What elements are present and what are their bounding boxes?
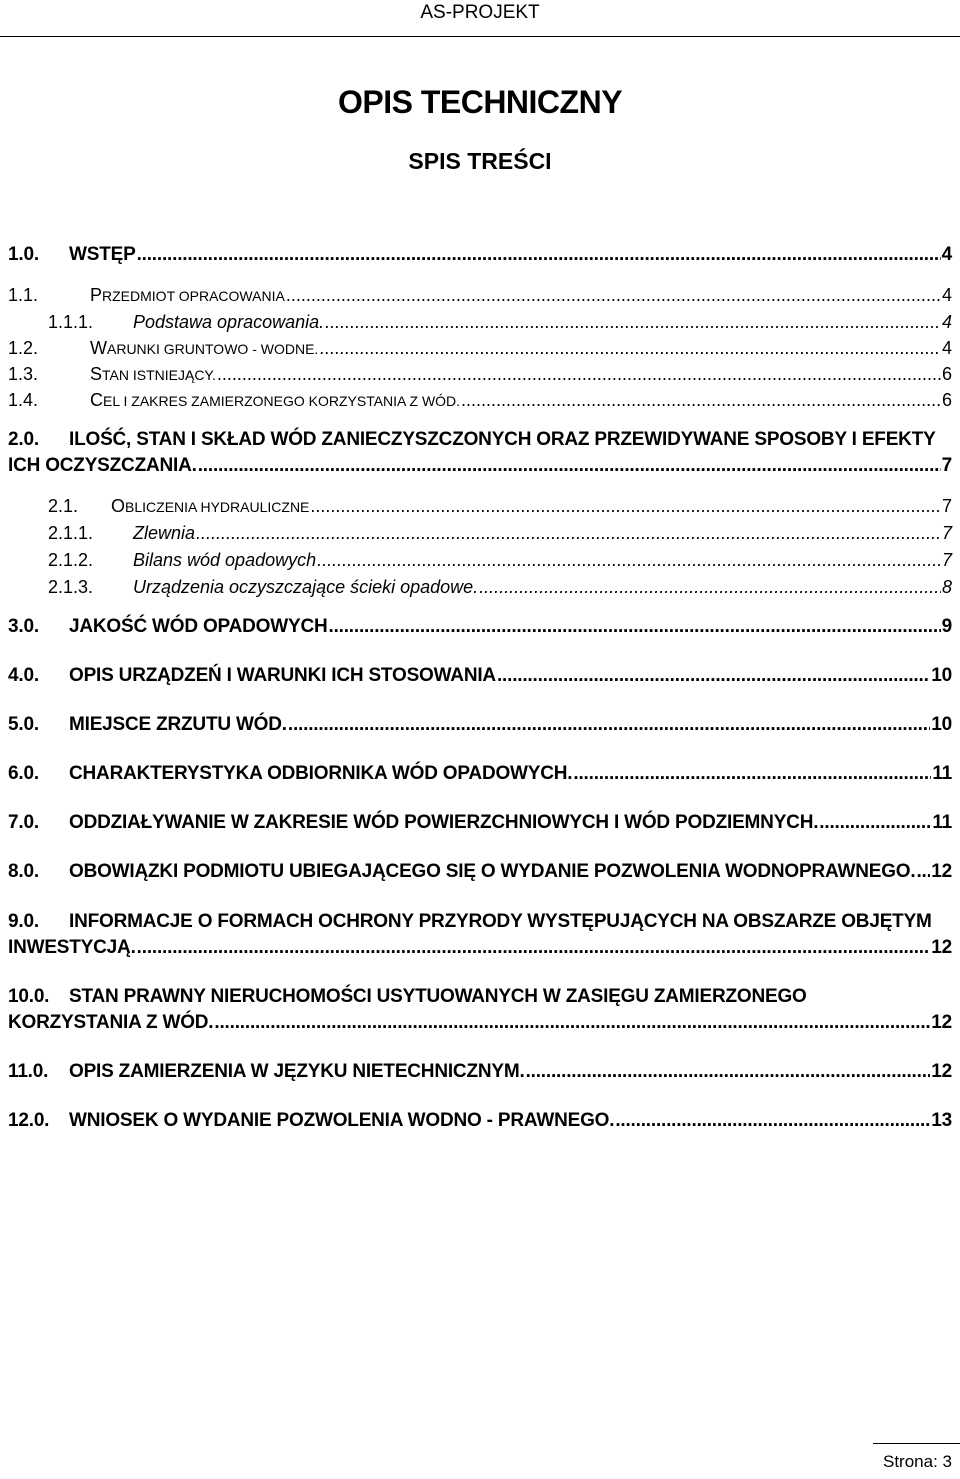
toc-entry-number: 10.0. [8,986,50,1007]
toc-entry-page: 10 [931,665,952,686]
toc-entry-title: INWESTYCJĄ. [8,937,136,958]
toc-entry-title: STAN ISTNIEJĄCY. [90,364,216,384]
toc-entry-title: OPIS ZAMIERZENIA W JĘZYKU NIETECHNICZNYM. [69,1061,525,1082]
toc-entry-page: 11 [932,812,952,833]
toc-entry-title: WARUNKI GRUNTOWO - WODNE. [90,338,319,358]
toc-entry-page: 13 [931,1110,952,1131]
toc-entry-title: ODDZIAŁYWANIE W ZAKRESIE WÓD POWIERZCHNIOWYCH I WÓD PODZIEMNYCH. [69,812,819,833]
toc-entry-number: 8.0. [8,861,39,882]
toc-entry-title-line1: STAN PRAWNY NIERUCHOMOŚCI USYTUOWANYCH W ZASIĘGU ZAMIERZONEGO [69,986,807,1007]
toc-entry-title: Urządzenia oczyszczające ścieki opadowe. [133,577,479,597]
toc-entry-title-line1: ILOŚĆ, STAN I SKŁAD WÓD ZANIECZYSZCZONYCH ORAZ PRZEWIDYWANE SPOSOBY I EFEKTY [69,429,936,450]
toc-entry[interactable] [0,521,960,545]
footer-divider [873,1443,960,1444]
toc-entry-page: 4 [941,285,952,305]
toc-entry-number: 1.4. [8,390,39,410]
toc-entry-number: 1.0. [8,244,39,265]
toc-entry-page: 11 [932,763,952,784]
toc-entry-number: 11.0. [8,1061,49,1082]
toc-entry-number: 4.0. [8,665,39,686]
toc-entry-continuation[interactable] [0,936,960,960]
toc-entry-title: Podstawa opracowania. [133,312,325,332]
toc-entry-continuation[interactable] [0,1011,960,1035]
toc-entry[interactable] [0,388,960,412]
toc-entry[interactable] [0,336,960,360]
toc-entry[interactable] [0,910,960,934]
toc-leader-dots [288,713,930,737]
toc-leader-dots [479,575,941,599]
header-divider [0,36,960,37]
toc-leader-dots [328,615,940,639]
toc-entry-page: 12 [931,1012,952,1033]
toc-entry-number: 12.0. [8,1110,50,1131]
toc-entry-page: 6 [941,364,952,384]
toc-leader-dots [137,243,941,267]
toc-entry[interactable] [0,283,960,307]
toc-entry-number: 1.2. [8,338,39,358]
toc-entry-page: 7 [941,523,952,543]
toc-entry[interactable] [0,243,960,267]
toc-entry[interactable] [0,310,960,334]
document-title: OPIS TECHNICZNY [337,84,623,120]
toc-leader-dots [916,860,930,884]
toc-entry-number: 6.0. [8,763,39,784]
toc-entry-number: 1.3. [8,364,39,384]
toc-entry-title: WSTĘP [69,244,136,265]
toc-entry-page: 10 [931,714,952,735]
toc-entry[interactable] [0,428,960,452]
toc-leader-dots [198,454,941,478]
toc-leader-dots [214,1011,930,1035]
toc-leader-dots [317,548,941,572]
toc-leader-dots [310,494,941,518]
toc-entry-title: OPIS URZĄDZEŃ I WARUNKI ICH STOSOWANIA [69,665,496,686]
running-header: AS-PROJEKT [420,2,540,23]
toc-entry[interactable] [0,985,960,1009]
toc-entry-title: KORZYSTANIA Z WÓD. [8,1012,214,1033]
toc-entry[interactable] [0,664,960,688]
toc-entry-number: 2.0. [8,429,39,450]
toc-entry-page: 4 [941,338,952,358]
toc-entry-title-line1: INFORMACJE O FORMACH OCHRONY PRZYRODY WYSTĘPUJĄCYCH NA OBSZARZE OBJĘTYM [69,911,932,932]
toc-entry[interactable] [0,494,960,518]
toc-leader-dots [573,762,931,786]
toc-entry-title: JAKOŚĆ WÓD OPADOWYCH [69,616,328,637]
toc-entry-page: 7 [941,550,952,570]
toc-entry[interactable] [0,1060,960,1084]
toc-entry-number: 2.1. [48,496,79,516]
toc-leader-dots [819,811,931,835]
toc-entry-continuation[interactable] [0,454,960,478]
toc-entry[interactable] [0,615,960,639]
toc-entry-page: 6 [941,390,952,410]
toc-entry-title: Zlewnia [133,523,196,543]
toc-leader-dots [615,1109,930,1133]
toc-entry-page: 12 [931,1061,952,1082]
toc-entry-number: 7.0. [8,812,39,833]
toc-leader-dots [325,310,941,334]
toc-entry-title: OBLICZENIA HYDRAULICZNE [111,496,310,516]
toc-entry-page: 8 [941,577,952,597]
toc-entry-title: Bilans wód opadowych [133,550,317,570]
toc-entry-page: 4 [941,312,952,332]
toc-entry-title: WNIOSEK O WYDANIE POZWOLENIA WODNO - PRAWNEGO. [69,1110,615,1131]
toc-entry-page: 7 [941,455,952,476]
toc-entry-title: CHARAKTERYSTYKA ODBIORNIKA WÓD OPADOWYCH. [69,763,573,784]
toc-entry-number: 1.1.1. [48,312,94,332]
toc-leader-dots [286,283,941,307]
toc-entry-number: 3.0. [8,616,39,637]
toc-entry-number: 2.1.1. [48,523,94,543]
toc-entry-page: 12 [931,861,952,882]
toc-leader-dots [137,936,931,960]
toc-entry[interactable] [0,860,960,884]
toc-entry-number: 2.1.3. [48,577,94,597]
toc-entry-page: 7 [941,496,952,516]
toc-entry[interactable] [0,713,960,737]
toc-entry[interactable] [0,811,960,835]
toc-entry-title: CEL I ZAKRES ZAMIERZONEGO KORZYSTANIA Z WÓD. [90,390,461,410]
toc-entry[interactable] [0,1109,960,1133]
toc-entry-number: 2.1.2. [48,550,94,570]
toc-heading: SPIS TREŚCI [408,148,552,174]
toc-leader-dots [319,336,941,360]
toc-entry-title: ICH OCZYSZCZANIA. [8,455,197,476]
toc-entry-title: MIEJSCE ZRZUTU WÓD. [69,714,287,735]
toc-leader-dots [196,521,941,545]
toc-entry[interactable] [0,548,960,572]
toc-entry-page: 4 [941,244,952,265]
toc-entry-title: PRZEDMIOT OPRACOWANIA [90,285,285,305]
toc-entry-page: 12 [931,937,952,958]
toc-entry[interactable] [0,762,960,786]
toc-leader-dots [461,388,941,412]
toc-entry-number: 5.0. [8,714,39,735]
toc-entry[interactable] [0,575,960,599]
toc-entry[interactable] [0,362,960,386]
toc-leader-dots [217,362,941,386]
toc-entry-number: 9.0. [8,911,39,932]
toc-entry-number: 1.1. [8,285,39,305]
toc-leader-dots [497,664,930,688]
page-number-footer: Strona: 3 [883,1452,952,1471]
toc-entry-title: OBOWIĄZKI PODMIOTU UBIEGAJĄCEGO SIĘ O WYDANIE POZWOLENIA WODNOPRAWNEGO. [69,861,916,882]
toc-leader-dots [526,1060,931,1084]
toc-entry-page: 9 [941,616,952,637]
